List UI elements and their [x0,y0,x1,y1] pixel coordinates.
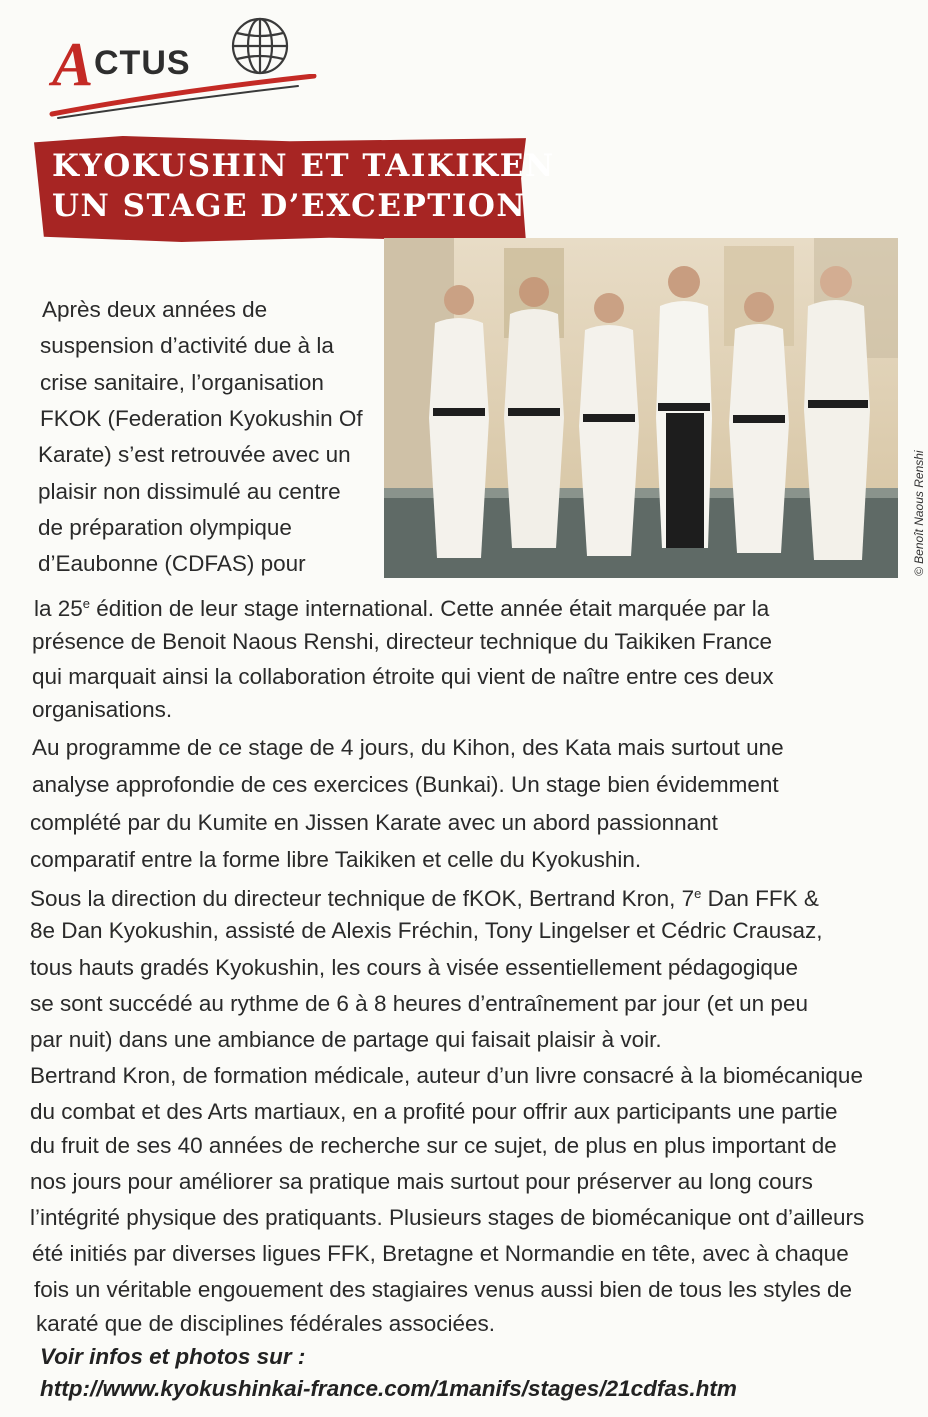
intro-line: d’Eaubonne (CDFAS) pour [38,551,306,576]
edition-line: la 25e édition de leur stage international. Cette année était marquée par la [34,596,770,621]
section-header [0,0,928,130]
globe-icon [226,12,294,80]
logo-swoosh [48,74,318,120]
body-line: Au programme de ce stage de 4 jours, du Kihon, des Kata mais surtout une [32,735,784,760]
body-line: qui marquait ainsi la collaboration étroite qui vient de naître entre ces deux [32,664,774,689]
intro-line: plaisir non dissimulé au centre [38,479,341,504]
intro-line: suspension d’activité due à la [40,333,334,358]
body-line: comparatif entre la forme libre Taikiken et celle du Kyokushin. [30,847,642,872]
body-line: analyse approfondie de ces exercices (Bunkai). Un stage bien évidemment [32,772,779,797]
info-url-link[interactable]: http://www.kyokushinkai-france.com/1manifs/stages/21cdfas.htm [40,1376,737,1401]
intro-line: Après deux années de [42,297,268,322]
headline-line-2: UN STAGE D’EXCEPTION [52,188,527,224]
body-line: l’intégrité physique des pratiquants. Plusieurs stages de biomécanique ont d’ailleurs [30,1205,865,1230]
intro-line: FKOK (Federation Kyokushin Of [40,406,363,431]
intro-line: de préparation olympique [38,515,292,540]
body-line: été initiés par diverses ligues FFK, Bretagne et Normandie en tête, avec à chaque [32,1241,849,1266]
group-photo [384,238,898,578]
logo-initial: A [52,31,92,99]
body-line: 8e Dan Kyokushin, assisté de Alexis Fréchin, Tony Lingelser et Cédric Crausaz, [30,918,823,943]
intro-line: Karate) s’est retrouvée avec un [38,442,351,467]
body-line: nos jours pour améliorer sa pratique mais surtout pour préserver au long cours [30,1169,813,1194]
body-line: se sont succédé au rythme de 6 à 8 heures d’entraînement par jour (et un peu [30,991,808,1016]
direction-line: Sous la direction du directeur technique de fKOK, Bertrand Kron, 7e Dan FFK & [30,886,819,911]
body-line: du fruit de ses 40 années de recherche sur ce sujet, de plus en plus important de [30,1133,837,1158]
body-line: fois un véritable engouement des stagiaires venus aussi bien de tous les styles de [34,1277,852,1302]
body-line: présence de Benoit Naous Renshi, directeur technique du Taikiken France [32,629,773,654]
info-label: Voir infos et photos sur : [40,1344,306,1369]
body-line: Bertrand Kron, de formation médicale, auteur d’un livre consacré à la biomécanique [30,1063,863,1088]
body-line: complété par du Kumite en Jissen Karate avec un abord passionnant [30,810,718,835]
body-line: tous hauts gradés Kyokushin, les cours à visée essentiellement pédagogique [30,955,798,980]
body-line: par nuit) dans une ambiance de partage qui faisait plaisir à voir. [30,1027,662,1052]
body-line: organisations. [32,697,173,722]
headline-line-1: KYOKUSHIN ET TAIKIKEN [52,148,555,184]
photo-credit: © Benoît Naous Renshi [912,450,926,576]
logo-text: CTUS [94,44,191,82]
intro-line: crise sanitaire, l’organisation [40,370,324,395]
body-line: du combat et des Arts martiaux, en a profité pour offrir aux participants une partie [30,1099,838,1124]
body-line: karaté que de disciplines fédérales associées. [36,1311,496,1336]
